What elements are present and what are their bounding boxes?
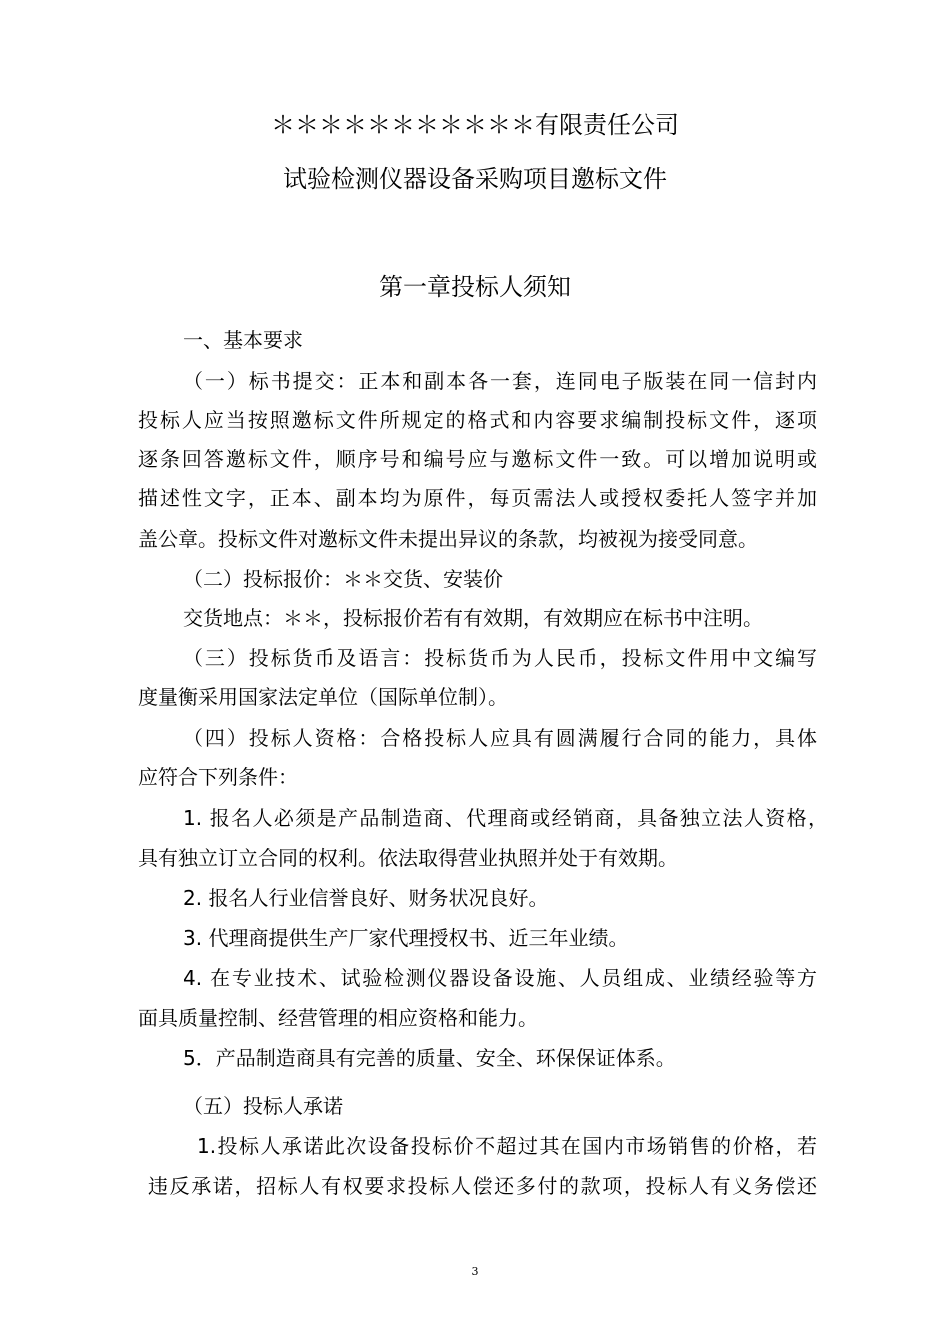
paragraph-line: 应符合下列条件： [138,765,298,789]
paragraph-line: 度量衡采用国家法定单位（国际单位制）。 [138,685,508,709]
paragraph-line: 逐条回答邀标文件，顺序号和编号应与邀标文件一致。可以增加说明或 [138,447,817,471]
paragraph-line: （一）标书提交：正本和副本各一套，连同电子版装在同一信封内 [183,369,817,393]
company-title: ＊＊＊＊＊＊＊＊＊＊＊有限责任公司 [271,111,679,139]
paragraph-line: （四）投标人资格：合格投标人应具有圆满履行合同的能力，具体 [183,726,817,750]
condition-item: 具有独立订立合同的权利。依法取得营业执照并处于有效期。 [138,846,678,870]
condition-item: 3. 代理商提供生产厂家代理授权书、近三年业绩。 [183,926,629,950]
paragraph-line: 1.投标人承诺此次设备投标价不超过其在国内市场销售的价格，若 [197,1134,817,1158]
paragraph-line: 描述性文字，正本、副本均为原件，每页需法人或授权委托人签字并加 [138,486,817,510]
condition-item: 面具质量控制、经营管理的相应资格和能力。 [138,1006,538,1030]
condition-item: 2. 报名人行业信誉良好、财务状况良好。 [183,886,549,910]
page-number: 3 [471,1265,479,1278]
condition-item: 4. 在专业技术、试验检测仪器设备设施、人员组成、业绩经验等方 [183,966,817,990]
paragraph-line: （三）投标货币及语言：投标货币为人民币，投标文件用中文编写 [183,646,817,670]
paragraph-line: （二）投标报价：＊＊交货、安装价 [183,567,503,591]
section-heading: 一、基本要求 [183,328,303,352]
paragraph-line: 交货地点：＊＊，投标报价若有有效期，有效期应在标书中注明。 [183,606,763,630]
condition-item: 1. 报名人必须是产品制造商、代理商或经销商，具备独立法人资格， [183,806,828,830]
paragraph-line: 投标人应当按照邀标文件所规定的格式和内容要求编制投标文件，逐项 [138,408,817,432]
subsection-heading: （五）投标人承诺 [183,1094,343,1118]
condition-item: 5．产品制造商具有完善的质量、安全、环保保证体系。 [183,1046,676,1070]
paragraph-line: 违反承诺，招标人有权要求投标人偿还多付的款项，投标人有义务偿还 [148,1174,817,1198]
paragraph-line: 盖公章。投标文件对邀标文件未提出异议的条款，均被视为接受同意。 [138,527,758,551]
project-title: 试验检测仪器设备采购项目邀标文件 [283,165,667,193]
chapter-heading: 第一章投标人须知 [379,273,571,301]
